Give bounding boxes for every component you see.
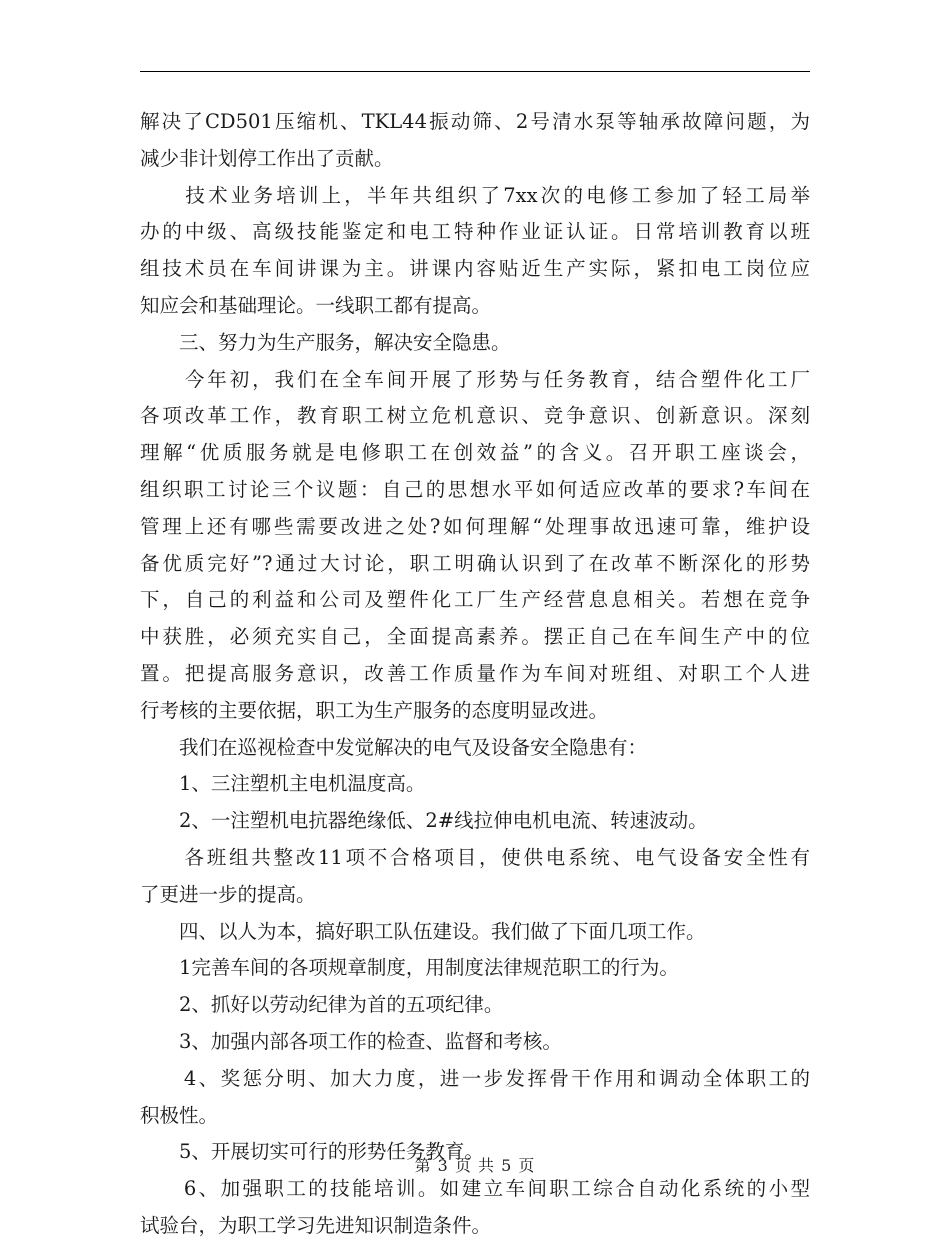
text-line: 了更进一步的提高。 bbox=[140, 882, 316, 906]
text-line: 下，自己的利益和公司及塑件化工厂生产经营息息相关。若想在竞争 bbox=[140, 588, 810, 612]
text-line: 试验台，为职工学习先进知识制造条件。 bbox=[140, 1213, 492, 1237]
text-line: 管理上还有哪些需要改进之处?如何理解“处理事故迅速可靠，维护设 bbox=[140, 514, 810, 538]
text-line: 知应会和基础理论。一线职工都有提高。 bbox=[140, 293, 492, 317]
list-item: 2、抓好以劳动纪律为首的五项纪律。 bbox=[140, 993, 504, 1017]
text-line: 解决了CD501压缩机、TKL44振动筛、2号清水泵等轴承故障问题，为 bbox=[140, 110, 810, 133]
text-line: 组织职工讨论三个议题：自己的思想水平如何适应改革的要求?车间在 bbox=[140, 477, 810, 501]
list-item: 1完善车间的各项规章制度，用制度法律规范职工的行为。 bbox=[140, 956, 679, 980]
text-line: 理解“优质服务就是电修职工在创效益”的含义。召开职工座谈会， bbox=[140, 441, 810, 465]
text-line: 组技术员在车间讲课为主。讲课内容贴近生产实际，紧扣电工岗位应 bbox=[140, 257, 810, 281]
text-line: 办的中级、高级技能鉴定和电工特种作业证认证。日常培训教育以班 bbox=[140, 220, 810, 244]
page-number: 第 3 页 共 5 页 bbox=[414, 1156, 536, 1175]
text-line: 今年初，我们在全车间开展了形势与任务教育，结合塑件化工厂 bbox=[140, 367, 810, 391]
list-item: 4、奖惩分明、加大力度，进一步发挥骨干作用和调动全体职工的 bbox=[140, 1066, 810, 1090]
section-heading: 三、努力为生产服务，解决安全隐患。 bbox=[140, 330, 511, 354]
text-line: 各班组共整改11项不合格项目，使供电系统、电气设备安全性有 bbox=[140, 845, 810, 869]
list-item: 2、一注塑机电抗器绝缘低、2#线拉伸电机电流、转速波动。 bbox=[140, 809, 708, 833]
text-line: 各项改革工作，教育职工树立危机意识、竞争意识、创新意识。深刻 bbox=[140, 404, 810, 428]
text-line: 减少非计划停工作出了贡献。 bbox=[140, 146, 394, 170]
header-rule bbox=[140, 71, 810, 72]
list-item: 6、加强职工的技能培训。如建立车间职工综合自动化系统的小型 bbox=[140, 1177, 810, 1201]
text-line: 行考核的主要依据，职工为生产服务的态度明显改进。 bbox=[140, 698, 609, 722]
text-line: 我们在巡视检查中发觉解决的电气及设备安全隐患有： bbox=[140, 735, 648, 759]
text-line: 积极性。 bbox=[140, 1103, 219, 1127]
document-body bbox=[140, 104, 810, 1245]
list-item: 1、三注塑机主电机温度高。 bbox=[140, 772, 426, 796]
text-line: 置。把提高服务意识，改善工作质量作为车间对班组、对职工个人进 bbox=[140, 661, 810, 685]
list-item: 3、加强内部各项工作的检查、监督和考核。 bbox=[140, 1029, 562, 1053]
list-item: 5、开展切实可行的形势任务教育。 bbox=[140, 1140, 484, 1164]
section-heading: 四、以人为本，搞好职工队伍建设。我们做了下面几项工作。 bbox=[140, 919, 706, 943]
text-line: 中获胜，必须充实自己，全面提高素养。摆正自己在车间生产中的位 bbox=[140, 625, 810, 649]
text-line: 备优质完好”?通过大讨论，职工明确认识到了在改革不断深化的形势 bbox=[140, 551, 810, 575]
text-line: 技术业务培训上，半年共组织了7xx次的电修工参加了轻工局举 bbox=[140, 183, 810, 207]
